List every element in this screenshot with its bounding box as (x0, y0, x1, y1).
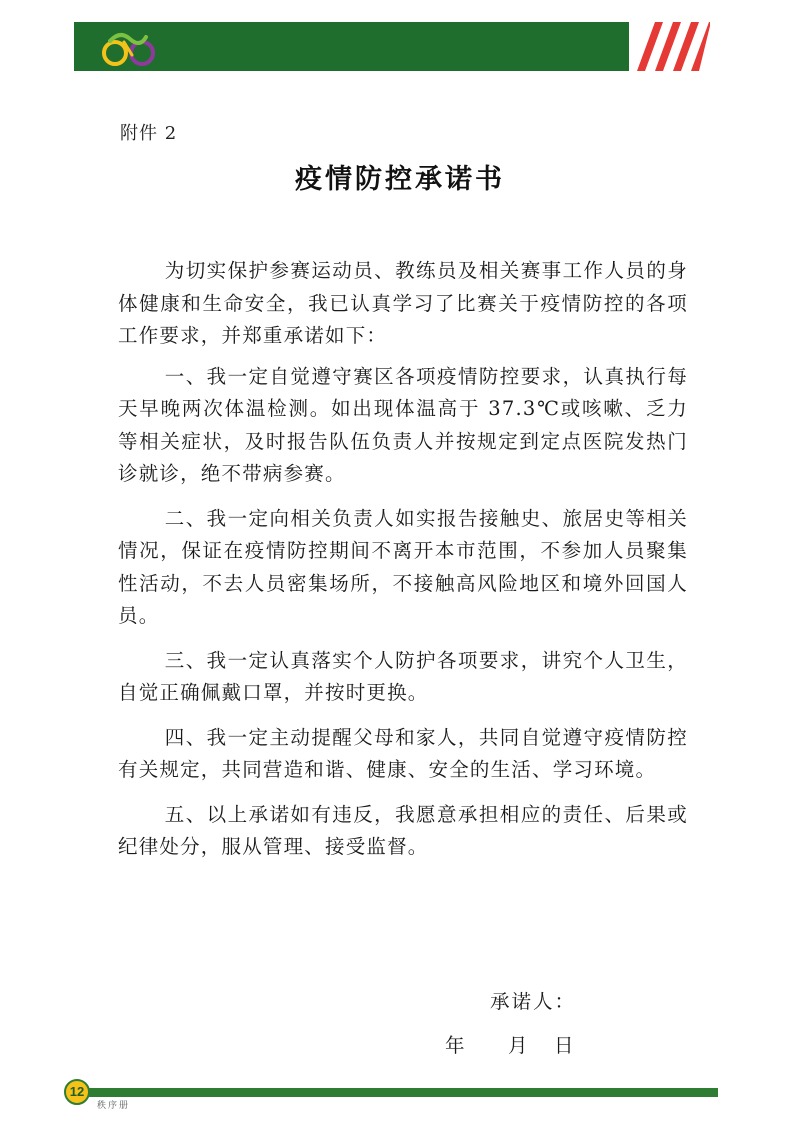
header-banner (74, 22, 710, 71)
date-line (445, 1030, 574, 1058)
footer-bar (82, 1088, 718, 1097)
commitment-paragraph-3: 三、我一定认真落实个人防护各项要求，讲究个人卫生，自觉正确佩戴口罩，并按时更换。 (118, 648, 688, 704)
document-title: 疫情防控承诺书 (295, 164, 505, 195)
document-body (118, 255, 688, 876)
commitment-paragraph-1: 一、我一定自觉遵守赛区各项疫情防控要求，认真执行每天早晚两次体温检测。如出现体温高于 37.3℃或咳嗽、乏力等相关症状，及时报告队伍负责人并按规定到定点医院发热门诊就诊，绝不带病参赛。 (118, 364, 688, 485)
intro-paragraph: 为切实保护参赛运动员、教练员及相关赛事工作人员的身体健康和生命安全，我已认真学习了比赛关于疫情防控的各项工作要求，并郑重承诺如下： (118, 259, 688, 347)
date-year: 年 (445, 1034, 465, 1057)
commitment-paragraph-2: 二、我一定向相关负责人如实报告接触史、旅居史等相关情况，保证在疫情防控期间不离开本市范围，不参加人员聚集性活动，不去人员密集场所，不接触高风险地区和境外回国人员。 (118, 506, 688, 627)
header-stripes (629, 22, 710, 71)
attachment-label: 附件 2 (120, 123, 178, 144)
commitment-paragraph-5: 五、以上承诺如有违反，我愿意承担相应的责任、后果或纪律处分，服从管理、接受监督。 (118, 802, 688, 858)
footer-caption: 秩序册 (97, 1101, 131, 1111)
page-number-badge: 12 (64, 1079, 90, 1105)
signer-label: 承诺人： (490, 990, 577, 1013)
date-day: 日 (554, 1034, 574, 1057)
commitment-paragraph-4: 四、我一定主动提醒父母和家人，共同自觉遵守疫情防控有关规定，共同营造和谐、健康、安全的生活、学习环境。 (118, 725, 688, 781)
cycling-race-logo (96, 27, 160, 67)
date-month: 月 (508, 1034, 528, 1057)
